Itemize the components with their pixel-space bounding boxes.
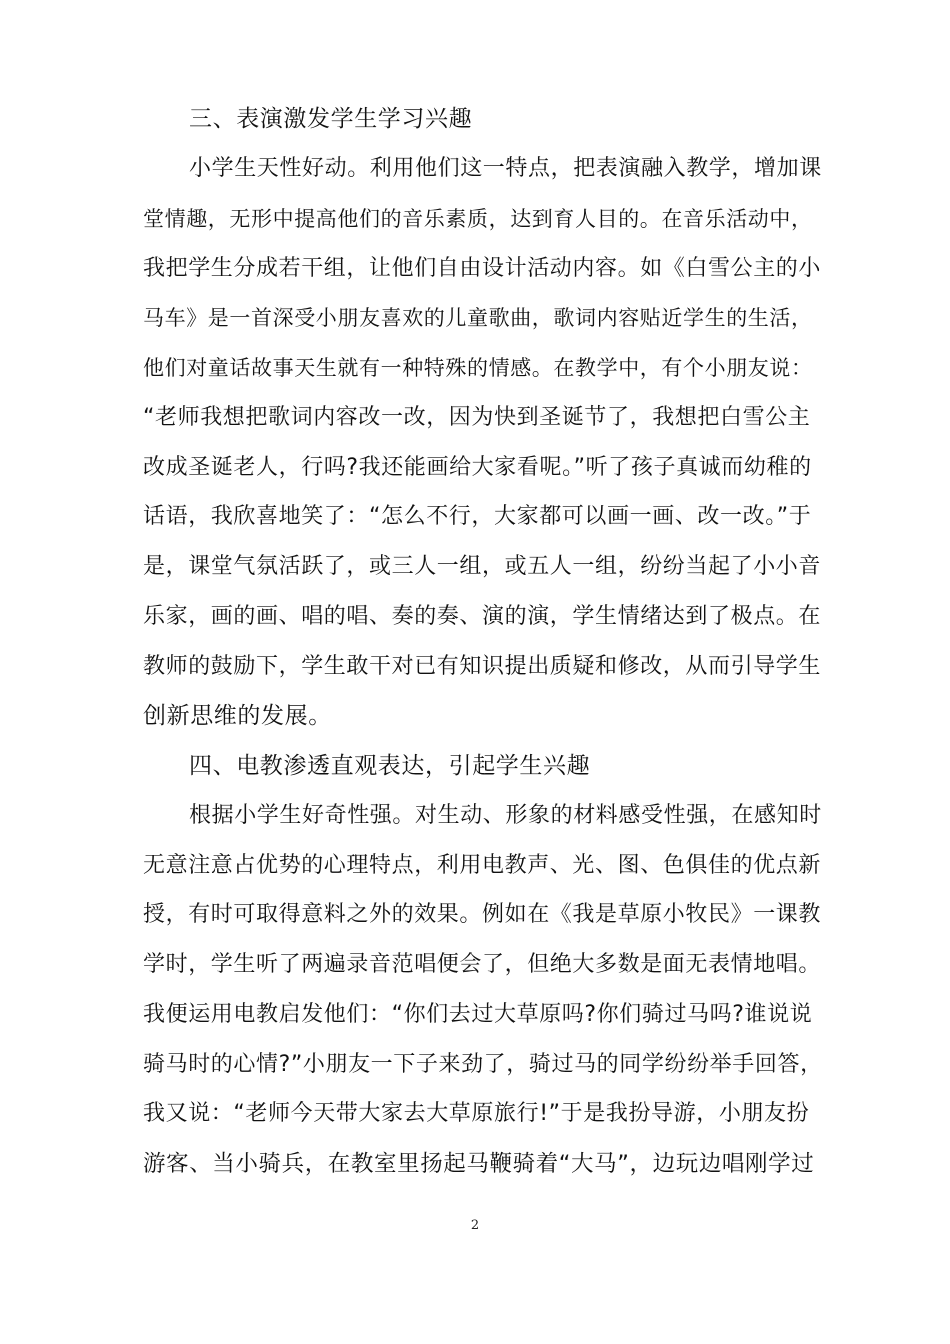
paragraph-line: 马车》是一首深受小朋友喜欢的儿童歌曲，歌词内容贴近学生的生活， (143, 306, 813, 330)
paragraph-line: 创新思维的发展。 (143, 703, 332, 729)
paragraph-line: 教师的鼓励下，学生敢干对已有知识提出质疑和修改，从而引导学生 (143, 654, 822, 679)
paragraph-line: 我又说：“老师今天带大家去大草原旅行!”于是我扮导游，小朋友扮 (143, 1101, 810, 1126)
paragraph-line: 根据小学生好奇性强。对生动、形象的材料感受性强，在感知时 (189, 803, 822, 828)
paragraph-line: 是，课堂气氛活跃了，或三人一组，或五人一组，纷纷当起了小小音 (143, 554, 822, 579)
paragraph-line: 乐家，画的画、唱的唱、奏的奏、演的演，学生情绪达到了极点。在 (143, 604, 822, 629)
section-heading-3: 三、表演激发学生学习兴趣 (189, 106, 473, 132)
paragraph-line: 无意注意占优势的心理特点，利用电教声、光、图、色俱佳的优点新 (143, 853, 822, 878)
paragraph-line: 游客、当小骑兵，在教室里扬起马鞭骑着“大马”，边玩边唱刚学过 (143, 1151, 815, 1177)
paragraph-line: 小学生天性好动。利用他们这一特点，把表演融入教学，增加课 (189, 156, 822, 181)
section-heading-4: 四、电教渗透直观表达，引起学生兴趣 (189, 753, 591, 779)
paragraph-line: “老师我想把歌词内容改一改，因为快到圣诞节了，我想把白雪公主 (143, 405, 811, 430)
paragraph-line: 他们对童话故事天生就有一种特殊的情感。在教学中，有个小朋友说： (143, 356, 813, 380)
paragraph-line: 学时，学生听了两遍录音范唱便会了，但绝大多数是面无表情地唱。 (143, 952, 822, 977)
paragraph-line: 授，有时可取得意料之外的效果。例如在《我是草原小牧民》一课教 (143, 902, 822, 927)
paragraph-line: 我便运用电教启发他们：“你们去过大草原吗?你们骑过马吗?谁说说 (143, 1002, 813, 1027)
paragraph-line: 改成圣诞老人，行吗?我还能画给大家看呢。”听了孩子真诚而幼稚的 (143, 455, 812, 480)
paragraph-line: 骑马时的心情?”小朋友一下子来劲了，骑过马的同学纷纷举手回答， (143, 1052, 823, 1077)
paragraph-line: 我把学生分成若干组，让他们自由设计活动内容。如《白雪公主的小 (143, 256, 822, 281)
paragraph-line: 话语，我欣喜地笑了：“怎么不行，大家都可以画一画、改一改。”于 (143, 504, 812, 529)
page-number: 2 (470, 1218, 480, 1233)
paragraph-line: 堂情趣，无形中提高他们的音乐素质，达到育人目的。在音乐活动中， (143, 207, 813, 231)
